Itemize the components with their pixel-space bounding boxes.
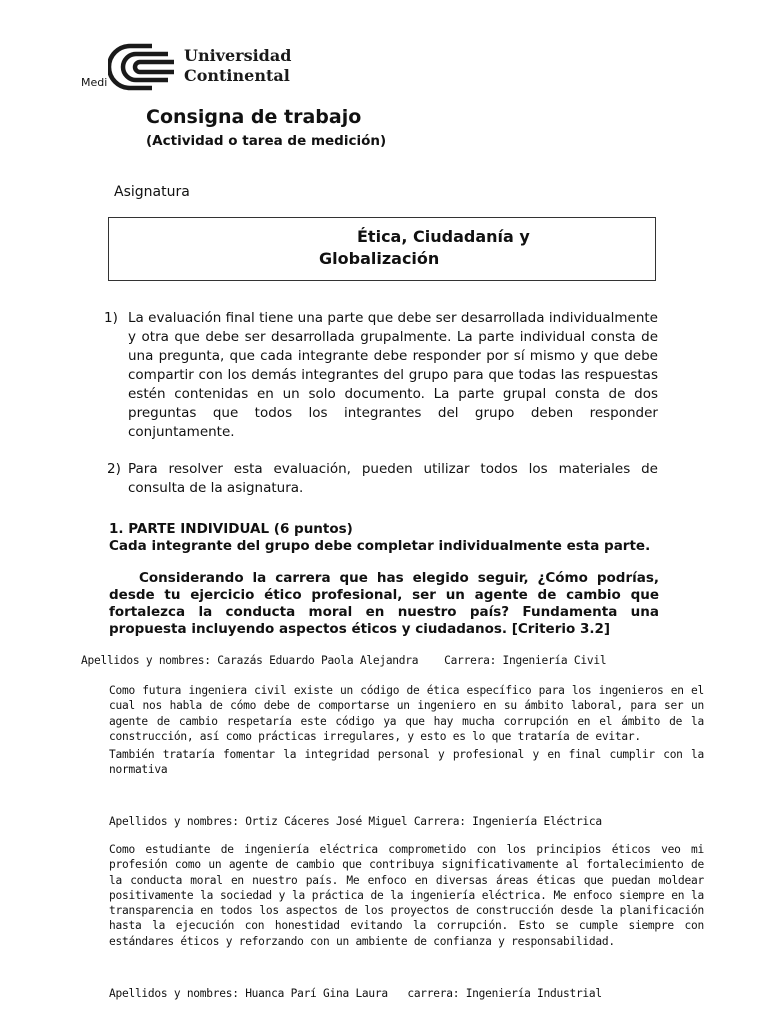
student-line-3: Apellidos y nombres: Huanca Parí Gina Laura carrera: Ingeniería Industrial: [109, 987, 602, 1000]
part-instruction: Cada integrante del grupo debe completar individualmente esta parte.: [109, 538, 651, 554]
student-line-2: Apellidos y nombres: Ortiz Cáceres José Miguel Carrera: Ingeniería Eléctrica: [109, 815, 602, 828]
subject-name-line2: Globalización: [319, 249, 440, 268]
subject-label: Asignatura: [114, 184, 190, 200]
university-name-line2: Continental: [184, 66, 290, 85]
header-fragment: Medi: [81, 76, 108, 89]
instruction-text-1: La evaluación final tiene una parte que debe ser desarrollada individualmente y otra que debe ser desarrollada grupalmente. La parte individual consta de una pregunta, que cada integrante debe responder por sí mismo y que debe compartir con los demás integrantes del grupo para que todas las respuestas estén contenidas en un solo documento. La parte grupal consta de dos preguntas que todos los integrantes del grupo deben responder conjuntamente.: [128, 310, 658, 440]
subject-name: [319, 226, 559, 270]
student-line-1: Apellidos y nombres: Carazás Eduardo Paola Alejandra Carrera: Ingeniería Civil: [81, 654, 607, 667]
university-name: [184, 46, 291, 86]
instruction-text-2: Para resolver esta evaluación, pueden utilizar todos los materiales de consulta de la asignatura.: [128, 461, 658, 496]
subject-name-line1: Ética, Ciudadanía y: [357, 227, 530, 246]
part-question: Considerando la carrera que has elegido seguir, ¿Cómo podrías, desde tu ejercicio ético profesional, ser un agente de cambio que fortalezca la conducta moral en nuestro país? Fundamenta una propuesta incluyendo aspectos éticos y ciudadanos. [Criterio 3.2]: [109, 570, 659, 637]
part-heading: 1. PARTE INDIVIDUAL (6 puntos): [109, 521, 353, 537]
instruction-number-2: 2): [107, 461, 121, 477]
answer-1-paragraph-2: También trataría fomentar la integridad personal y profesional y en final cumplir con la normativa: [109, 748, 704, 777]
page-subtitle: (Actividad o tarea de medición): [146, 133, 387, 149]
answer-2-paragraph-1: Como estudiante de ingeniería eléctrica comprometido con los principios éticos veo mi profesión como un agente de cambio que contribuya significativamente al fortalecimiento de la conducta moral en nuestro país. Me enfoco en diversas áreas éticas que puedan moldear positivamente la sociedad y la práctica de la ingeniería eléctrica. Me enfoco siempre en la transparencia en todos los aspectos de los proyectos de construcción desde la planificación hasta la ejecución con honestidad evitando la corrupción. Esto se cumple siempre con estándares éticos y reforzando con un ambiente de confianza y responsabilidad.: [109, 843, 704, 948]
university-name-line1: Universidad: [184, 46, 292, 65]
university-logo-icon: [108, 42, 178, 92]
answer-1-paragraph-1: Como futura ingeniera civil existe un código de ética específico para los ingenieros en el cual nos habla de cómo debe de comportarse un ingeniero en su ámbito laboral, para ser un agente de cambio respetaría este código ya que hay mucha corrupción en el ámbito de la construcción, así como prácticas irregulares, y esto es lo que trataría de evitar.: [109, 684, 704, 743]
page-title: Consigna de trabajo: [146, 106, 362, 128]
instruction-number-1: 1): [104, 310, 118, 326]
